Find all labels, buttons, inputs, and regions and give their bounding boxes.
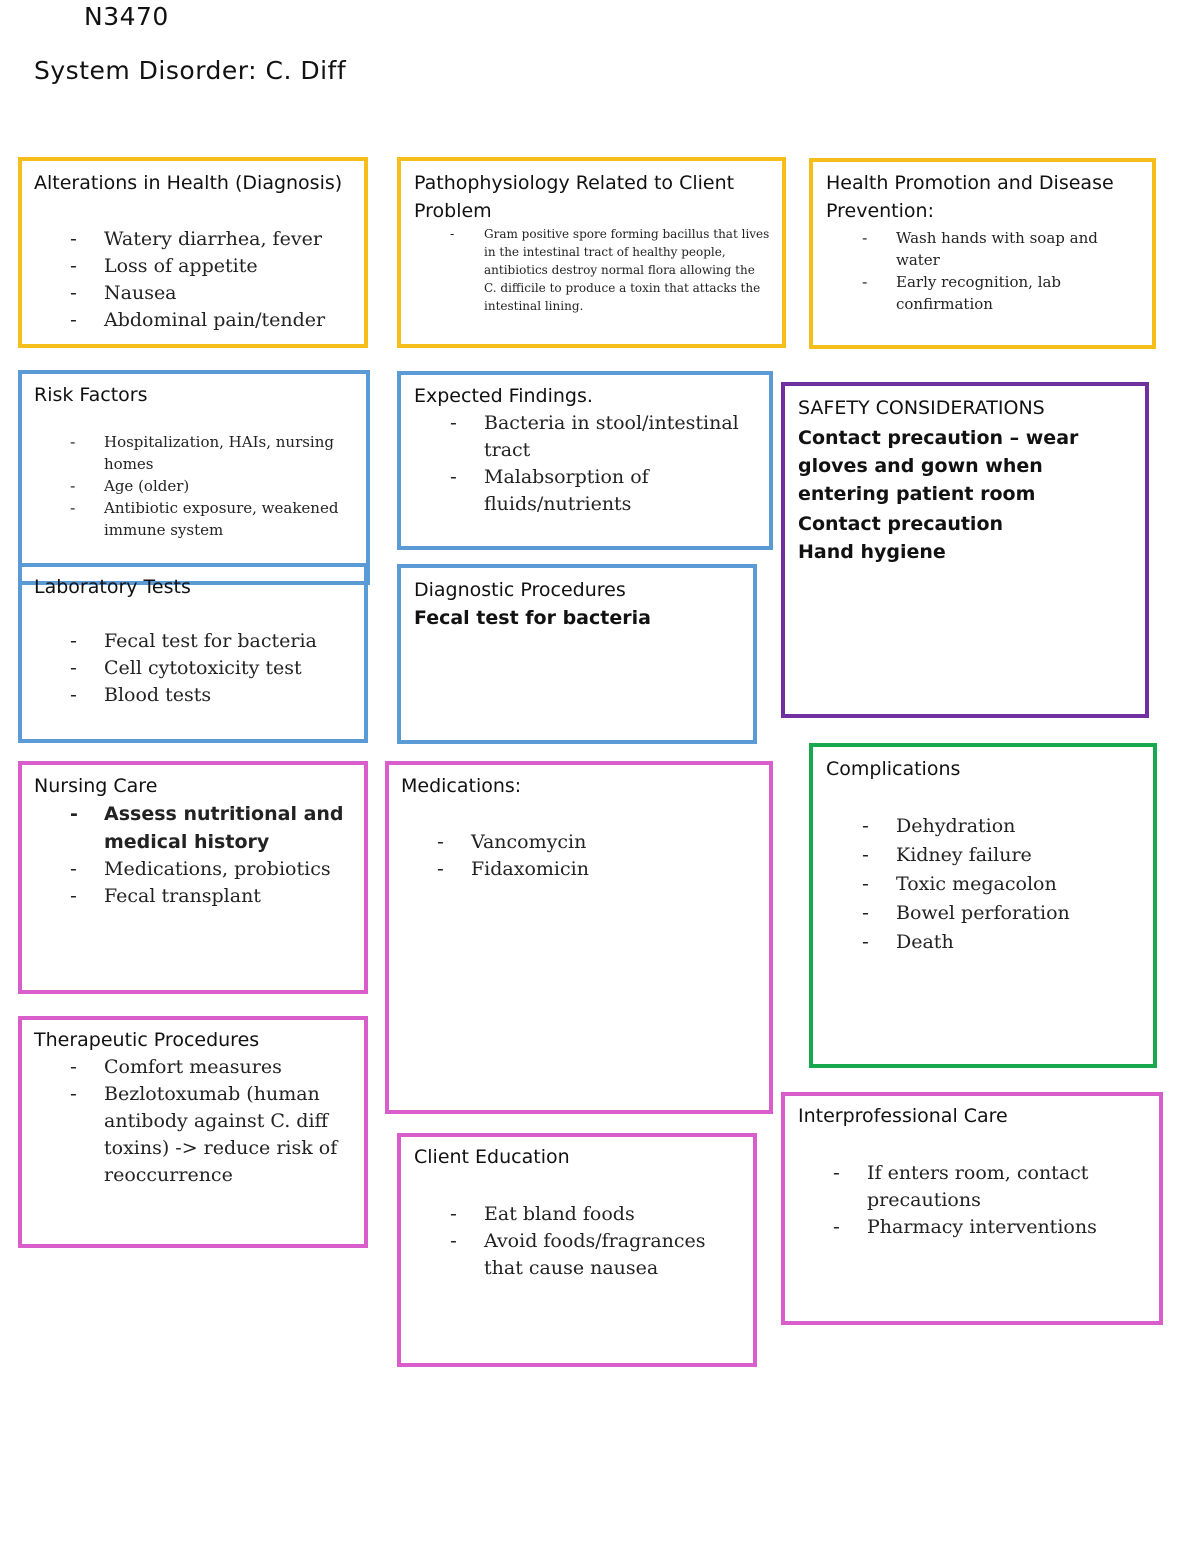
list-item: - Malabsorption of fluids/nutrients (450, 464, 750, 518)
expected-findings-title-text: Expected Findings (414, 385, 587, 407)
complications-title: Complications (826, 758, 961, 780)
therapeutic-list (70, 1054, 350, 1189)
list-item: - Wash hands with soap and water (862, 227, 1122, 271)
safety-line-3: Hand hygiene (798, 541, 946, 563)
list-item: - Death (862, 928, 1142, 957)
list-item: - Abdominal pain/tender (70, 307, 360, 334)
list-item: - Gram positive spore forming bacillus that lives in the intestinal tract of healthy people, antibiotics destroy normal flora allowing the C. difficile to produce a toxin that attacks the intestinal lining. (450, 225, 770, 315)
risk-factors-title: Risk Factors (34, 384, 148, 406)
safety-line-2: Contact precaution (798, 513, 1004, 535)
list-item: - If enters room, contact precautions (833, 1160, 1133, 1214)
expected-findings-title (414, 382, 593, 410)
expected-findings-title-suffix: . (586, 385, 593, 407)
medications-list (437, 829, 737, 883)
risk-factors-list (70, 431, 360, 541)
nursing-care-list (70, 800, 360, 910)
lab-tests-list (70, 628, 360, 709)
pathophysiology-title: Pathophysiology Related to Client Problem (414, 172, 735, 222)
list-item: - Assess nutritional and medical history (70, 800, 360, 856)
list-item: - Medications, probiotics (70, 856, 360, 883)
lab-tests-title: Laboratory Tests (34, 576, 191, 598)
list-item: - Bezlotoxumab (human antibody against C. diff toxins) -> reduce risk of reoccurrence (70, 1081, 350, 1189)
alterations-title: Alterations in Health (Diagnosis) (34, 172, 343, 194)
safety-title: SAFETY CONSIDERATIONS (798, 397, 1045, 419)
list-item: - Early recognition, lab confirmation (862, 271, 1122, 315)
nursing-care-title: Nursing Care (34, 775, 158, 797)
page-title: System Disorder: C. Diff (34, 56, 347, 85)
list-item: - Fecal transplant (70, 883, 360, 910)
pathophysiology-list (450, 225, 770, 315)
interprofessional-list (833, 1160, 1133, 1241)
list-item: - Dehydration (862, 812, 1142, 841)
list-item: - Fidaxomicin (437, 856, 737, 883)
list-item: - Age (older) (70, 475, 360, 497)
list-item: - Vancomycin (437, 829, 737, 856)
expected-findings-list (450, 410, 750, 518)
health-promotion-title-suffix: : (927, 200, 934, 222)
list-item: - Hospitalization, HAIs, nursing homes (70, 431, 360, 475)
alterations-list (70, 226, 360, 334)
health-promotion-list (862, 227, 1122, 315)
list-item: - Fecal test for bacteria (70, 628, 360, 655)
list-item: - Loss of appetite (70, 253, 360, 280)
client-education-list (450, 1201, 740, 1282)
list-item: - Kidney failure (862, 841, 1142, 870)
list-item: - Comfort measures (70, 1054, 350, 1081)
list-item: - Toxic megacolon (862, 870, 1142, 899)
health-promotion-title-text: Health Promotion and Disease Prevention (826, 172, 1114, 222)
health-promotion-title (826, 169, 1146, 225)
list-item: - Pharmacy interventions (833, 1214, 1133, 1241)
therapeutic-title: Therapeutic Procedures (34, 1029, 260, 1051)
safety-line-1: Contact precaution – wear gloves and gown when entering patient room (798, 427, 1079, 505)
medications-box (385, 761, 773, 1114)
list-item: - Bacteria in stool/intestinal tract (450, 410, 750, 464)
list-item: - Eat bland foods (450, 1201, 740, 1228)
list-item: - Bowel perforation (862, 899, 1142, 928)
complications-list (862, 812, 1142, 957)
client-education-title: Client Education (414, 1146, 570, 1168)
interprofessional-title: Interprofessional Care (798, 1105, 1008, 1127)
list-item: - Avoid foods/fragrances that cause nausea (450, 1228, 740, 1282)
list-item: - Nausea (70, 280, 360, 307)
diagnostic-title: Diagnostic Procedures (414, 579, 626, 601)
list-item: - Watery diarrhea, fever (70, 226, 360, 253)
medications-title: Medications: (401, 775, 522, 797)
course-code: N3470 (84, 2, 169, 31)
list-item: - Blood tests (70, 682, 360, 709)
diagnostic-line: Fecal test for bacteria (414, 607, 651, 629)
list-item: - Cell cytotoxicity test (70, 655, 360, 682)
list-item: - Antibiotic exposure, weakened immune system (70, 497, 360, 541)
